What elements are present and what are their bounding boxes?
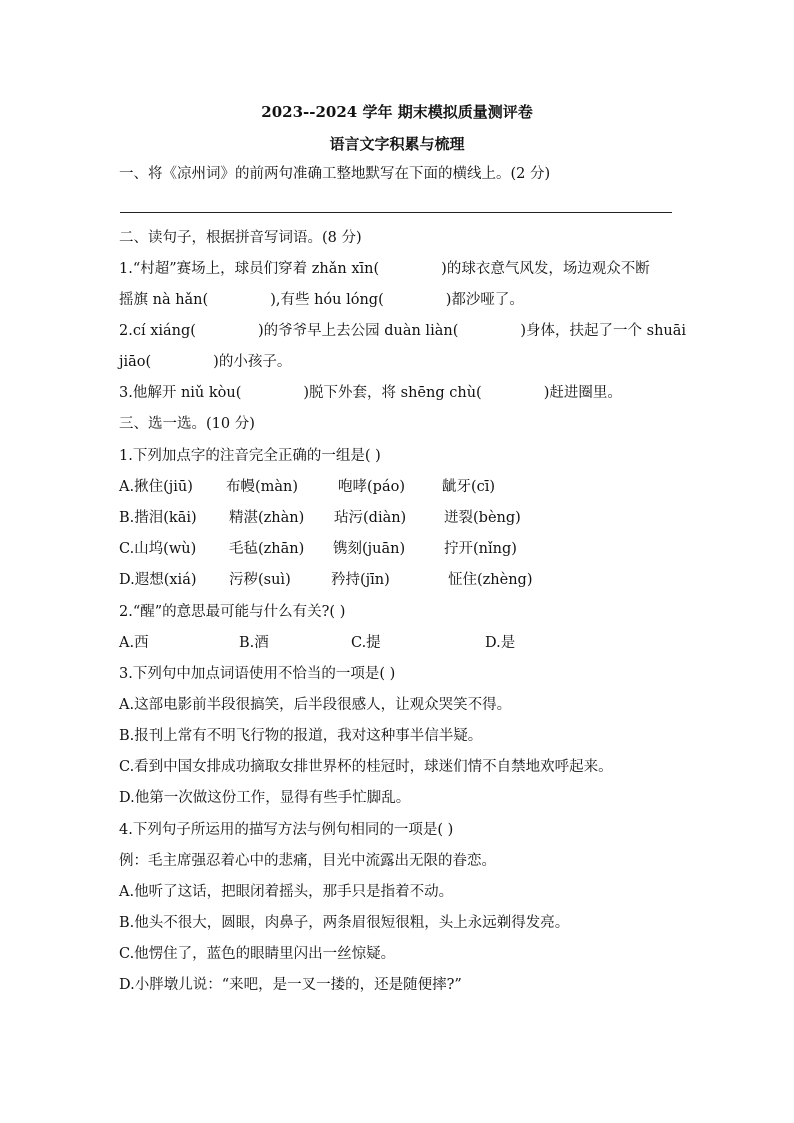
option-item: 污秽(suì) [229, 572, 291, 588]
section2-q2-line2 [119, 352, 679, 372]
option-item: 毛毡(zhān) [229, 541, 305, 557]
q3-option-d: D.他第一次做这份工作，显得有些手忙脚乱。 [119, 790, 411, 806]
text: )的球衣意气风发，场边观众不断 [441, 261, 650, 277]
q4-example: 例：毛主席强忍着心中的悲痛，目光中流露出无限的眷恋。 [119, 853, 496, 869]
option-item: 怔住(zhèng) [448, 572, 533, 588]
option-item: 玷污(diàn) [334, 510, 407, 526]
section2-heading: 二、读句子，根据拼音写词语。(8 分) [119, 230, 362, 246]
q1-option-row-d [119, 570, 679, 590]
q4-option-a: A.他听了这话，把眼闭着摇头，那手只是指着不动。 [119, 884, 454, 900]
option-item: 布幔(màn) [226, 479, 299, 495]
q2-options [119, 633, 679, 653]
text: jiāo( [119, 354, 152, 370]
text: )的小孩子。 [213, 354, 292, 370]
option-item: 镌刻(juān) [333, 541, 406, 557]
exam-title: 2023--2024 学年 期末模拟质量测评卷 [261, 103, 533, 121]
section2-q1-line1 [119, 259, 679, 279]
text: )都沙哑了。 [445, 292, 524, 308]
q1-option-row-b [119, 508, 679, 528]
option-item: A.揪住(jiū) [119, 479, 193, 495]
section2-q1-line2 [119, 290, 679, 310]
text: 3.他解开 niǔ kòu( [119, 385, 242, 401]
option-item: A.西 [119, 635, 149, 651]
option-item: B.揩泪(kāi) [119, 510, 197, 526]
exam-subtitle: 语言文字积累与梳理 [329, 135, 465, 153]
section2-q3-line1 [119, 383, 679, 403]
text: )的爷爷早上去公园 duàn liàn( [257, 323, 459, 339]
text: 1.“村超”赛场上，球员们穿着 zhǎn xīn( [119, 261, 380, 277]
option-item: 精湛(zhàn) [229, 510, 305, 526]
section3-heading: 三、选一选。(10 分) [119, 416, 255, 432]
section3-q3-stem: 3.下列句中加点词语使用不恰当的一项是( ) [119, 666, 396, 682]
text: 2.cí xiáng( [119, 323, 196, 339]
option-item: 迸裂(bèng) [444, 510, 521, 526]
text: )赶进圈里。 [543, 385, 622, 401]
text: )身体，扶起了一个 shuāi [520, 323, 687, 339]
option-item: 矜持(jīn) [331, 572, 390, 588]
option-item: B.酒 [239, 635, 269, 651]
option-item: C.山坞(wù) [119, 541, 197, 557]
option-item: 咆哮(páo) [338, 479, 405, 495]
section1-heading: 一、将《凉州词》的前两句准确工整地默写在下面的横线上。(2 分) [119, 166, 551, 182]
q4-option-c: C.他愣住了，蓝色的眼睛里闪出一丝惊疑。 [119, 946, 396, 962]
q1-option-row-c [119, 539, 679, 559]
section3-q4-stem: 4.下列句子所运用的描写方法与例句相同的一项是( ) [119, 822, 454, 838]
section3-q1-stem: 1.下列加点字的注音完全正确的一组是( ) [119, 448, 381, 464]
q3-option-a: A.这部电影前半段很搞笑，后半段很感人，让观众哭笑不得。 [119, 697, 512, 713]
answer-line [120, 212, 672, 213]
q3-option-c: C.看到中国女排成功摘取女排世界杯的桂冠时，球迷们情不自禁地欢呼起来。 [119, 759, 613, 775]
section3-q2-stem: 2.“醒”的意思最可能与什么有关?( ) [119, 604, 346, 620]
q4-option-b: B.他头不很大，圆眼，肉鼻子，两条眉很短很粗，头上永远剃得发亮。 [119, 915, 570, 931]
section2-q2-line1 [119, 321, 687, 341]
option-item: C.提 [351, 635, 381, 651]
option-item: 拧开(nǐng) [444, 541, 517, 557]
q4-option-d: D.小胖墩儿说：“来吧，是一叉一搂的，还是随便摔?” [119, 977, 462, 993]
q1-option-row-a [119, 477, 679, 497]
q3-option-b: B.报刊上常有不明飞行物的报道，我对这种事半信半疑。 [119, 728, 483, 744]
option-item: D.是 [485, 635, 516, 651]
option-item: D.遐想(xiá) [119, 572, 197, 588]
text: )脱下外套，将 shēng chù( [303, 385, 482, 401]
text: 摇旗 nà hǎn( [119, 292, 209, 308]
option-item: 龇牙(cī) [442, 479, 496, 495]
text: ),有些 hóu lóng( [270, 292, 384, 308]
